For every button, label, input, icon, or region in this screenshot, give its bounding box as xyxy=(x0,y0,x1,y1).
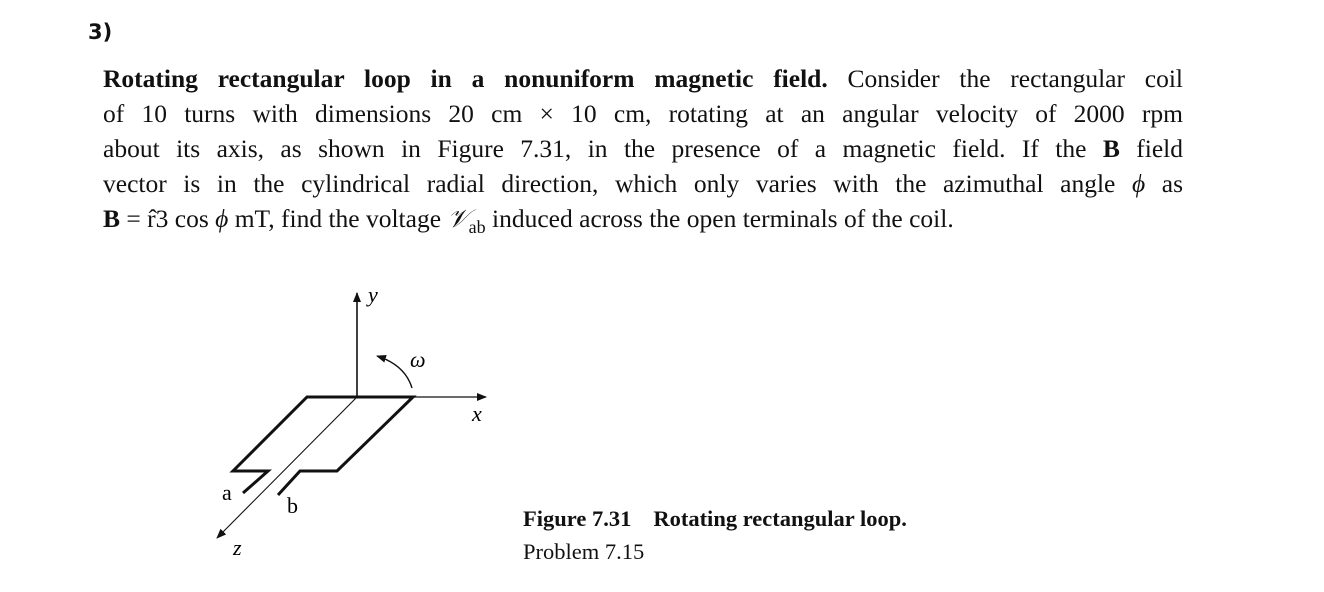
problem-title: Rotating rectangular loop in a nonuniform magnetic field. xyxy=(103,64,828,93)
omega-rotation-arrow xyxy=(377,356,412,388)
figure-caption: Figure 7.31 Rotating rectangular loop. Problem 7.15 xyxy=(523,506,907,564)
terminal-a-label: a xyxy=(222,480,232,505)
x-label: x xyxy=(472,401,482,426)
omega-label: ω xyxy=(410,347,426,372)
problem-statement: Rotating rectangular loop in a nonuniform magnetic field. Consider the rectangular coil of 10 turns with dimensions 20 cm × 10 cm, rotating at an angular velocity of 2000 rpm about its axis, as shown in Figure 7.31, in the presence of a magnetic field. If the B field vector is in the cylindrical radial direction, which only varies with the azimuthal angle ϕ as B = r̂3 cos ϕ mT, find the voltage 𝒱$_{ab}$ induced across the open terminals of the coil. xyxy=(103,64,1183,238)
rectangular-loop xyxy=(233,397,413,495)
z-label: z xyxy=(233,535,242,560)
y-label: y xyxy=(368,282,378,307)
problem-number: 3) xyxy=(88,20,113,44)
terminal-b-label: b xyxy=(287,493,298,518)
